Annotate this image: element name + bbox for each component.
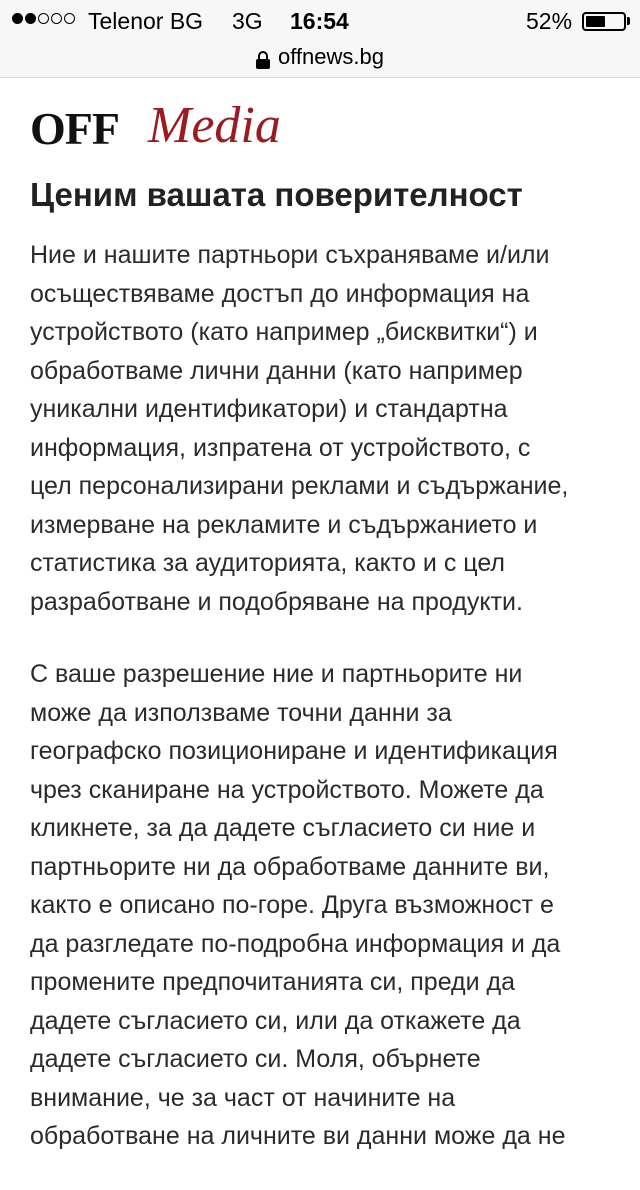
logo-media-text: Media (148, 97, 281, 154)
url-domain[interactable]: offnews.bg (277, 44, 384, 69)
logo-off-text: OFF (30, 103, 119, 154)
battery-cap (627, 17, 630, 25)
text-line: разработване и подобряване на продукти. (30, 587, 523, 616)
signal-dot (51, 13, 62, 24)
signal-strength-icon (12, 13, 75, 24)
text-line: цел персонализирани реклами и съдържание, (30, 472, 569, 500)
text-line: измерване на рекламите и съдържанието и (30, 510, 538, 539)
text-line: може да използваме точни данни за (30, 698, 452, 727)
network-type: 3G (232, 8, 263, 34)
consent-text (30, 236, 610, 1190)
text-line: чрез сканиране на устройството. Можете да (30, 775, 544, 804)
text-line: обработваме лични данни (като например (30, 356, 523, 385)
signal-dot (25, 13, 36, 24)
text-line: информация, изпратена от устройството, с (30, 433, 531, 462)
battery-percentage: 52% (526, 8, 573, 34)
text-line: дадете съгласието си. Моля, обърнете (30, 1045, 481, 1073)
text-line: кликнете, за да дадете съгласието си ние и (30, 814, 536, 842)
text-line: осъществяваме достъп до информация на (30, 279, 530, 308)
text-line: статистика за аудиторията, както и с цел (30, 549, 505, 577)
text-line: партньорите ни да обработваме данните ви, (30, 852, 550, 881)
address-bar[interactable] (0, 40, 640, 78)
text-line: да разгледате по-подробна информация и да (30, 929, 561, 958)
lock-icon (256, 51, 270, 69)
consent-paragraph-2 (30, 655, 610, 1156)
text-line: Ние и нашите партньори съхраняваме и/или (30, 241, 550, 269)
text-line: внимание, че за част от начините на (30, 1083, 456, 1112)
text-line: географско позициониране и идентификация (30, 737, 558, 765)
battery-level-fill (586, 16, 605, 27)
text-line: уникални идентификатори) и стандартна (30, 395, 508, 423)
status-bar (0, 0, 640, 40)
text-line: С ваше разрешение ние и партньорите ни (30, 660, 523, 688)
text-line: промените предпочитанията си, преди да (30, 968, 516, 996)
consent-paragraph-1 (30, 236, 610, 621)
battery-icon (582, 12, 626, 31)
text-line: както е описано по-горе. Друга възможност е (30, 891, 554, 919)
clock: 16:54 (290, 8, 349, 34)
carrier-name: Telenor BG (88, 8, 204, 34)
signal-dot (64, 13, 75, 24)
text-line: устройството (като например „бисквитки“) и (30, 318, 538, 346)
text-line: дадете съгласието си, или да откажете да (30, 1006, 521, 1035)
offmedia-logo[interactable] (30, 96, 300, 158)
signal-dot (38, 13, 49, 24)
text-line: обработване на личните ви данни може да не (30, 1122, 566, 1150)
page-title: Ценим вашата поверителност (30, 176, 523, 213)
signal-dot (12, 13, 23, 24)
